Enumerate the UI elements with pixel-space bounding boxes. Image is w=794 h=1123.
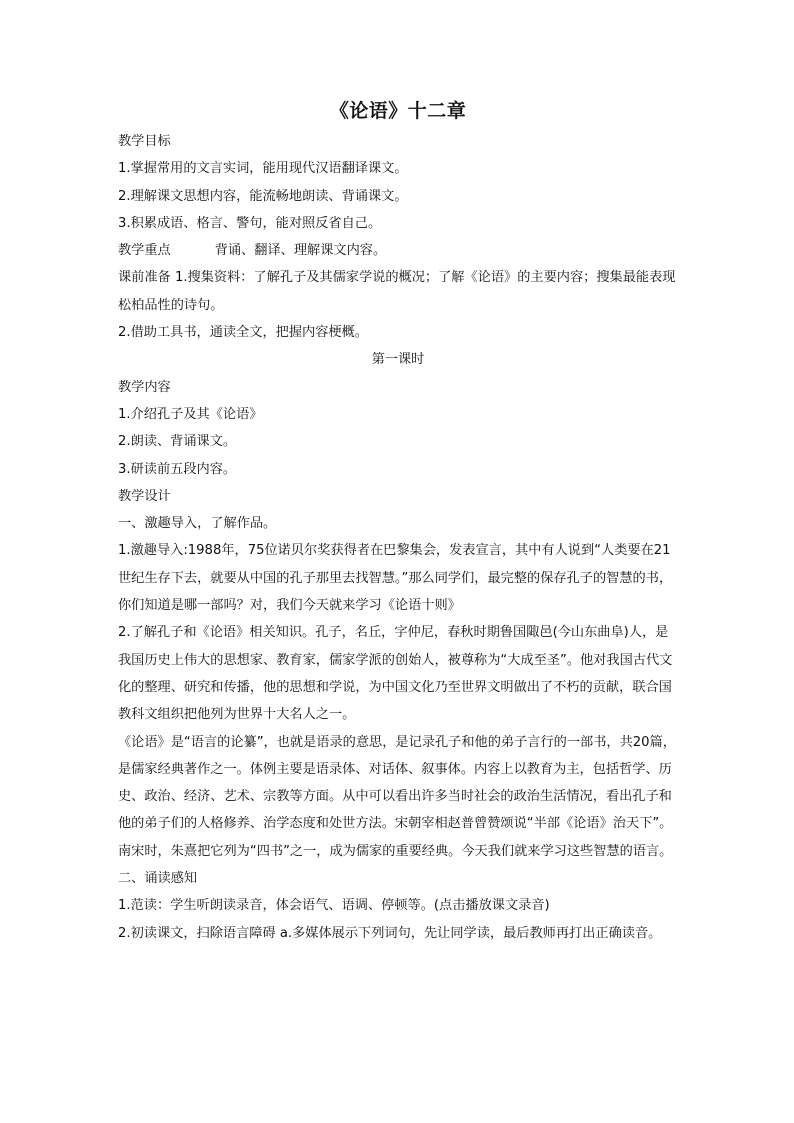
design-paragraph-confucius: 2.了解孔子和《论语》相关知识。孔子，名丘，字仲尼，春秋时期鲁国陬邑(今山东曲阜)人，是我国历史上伟大的思想家、教育家，儒家学派的创始人，被尊称为“大成至圣”。他对我国古代文化的整理、研究和传播，他的思想和学说，为中国文化乃至世界文明做出了不朽的贡献，联合国教科文组织把他列为世界十大名人之一。	[118, 625, 673, 723]
content-item-1: 1.介绍孔子及其《论语》	[118, 406, 263, 422]
preparation-item-2: 2.借助工具书，通读全文，把握内容梗概。	[118, 325, 368, 341]
section-heading-content: 教学内容	[118, 379, 171, 395]
design-part-1-heading: 一、激趣导入，了解作品。	[118, 516, 277, 532]
content-item-2: 2.朗读、背诵课文。	[118, 434, 237, 450]
key-points-row	[118, 237, 678, 264]
document-title: 《论语》十二章	[329, 100, 467, 122]
design-part-2-heading: 二、诵读感知	[118, 871, 198, 887]
objective-item-1: 1.掌握常用的文言实词，能用现代汉语翻译课文。	[118, 161, 408, 177]
key-points-label: 教学重点	[118, 243, 171, 259]
content-item-3: 3.研读前五段内容。	[118, 461, 237, 477]
section-heading-design: 教学设计	[118, 488, 171, 504]
design-paragraph-analects: 《论语》是“语言的论纂”，也就是语录的意思，是记录孔子和他的弟子言行的一部书，共20篇，是儒家经典著作之一。体例主要是语录体、对话体、叙事体。内容上以教育为主，包括哲学、历史、政治、经济、艺术、宗教等方面。从中可以看出许多当时社会的政治生活情况，看出孔子和他的弟子们的人格修养、治学态度和处世方法。宋朝宰相赵普曾赞颂说“半部《论语》治天下”。南宋时，朱熹把它列为“四书”之一，成为儒家的重要经典。今天我们就来学习这些智慧的语言。	[118, 734, 676, 859]
lesson-heading: 第一课时	[371, 352, 425, 368]
document-page	[118, 96, 678, 947]
preparation-paragraph: 课前准备 1.搜集资料：了解孔子及其儒家学说的概况；了解《论语》的主要内容；搜集最能表现松柏品性的诗句。	[118, 270, 676, 313]
key-points-content: 背诵、翻译、理解课文内容。	[214, 243, 387, 259]
design-paragraph-intro: 1.激趣导入:1988年，75位诺贝尔奖获得者在巴黎集会，发表宣言，其中有人说到“人类要在21世纪生存下去，就要从中国的孔子那里去找智慧。”那么同学们，最完整的保存孔子的智慧的书，你们知道是哪一部吗？对，我们今天就来学习《论语十则》	[118, 543, 673, 614]
objective-item-2: 2.理解课文思想内容，能流畅地朗读、背诵课文。	[118, 188, 408, 204]
design-paragraph-first-reading: 2.初读课文，扫除语言障碍 a.多媒体展示下列词句，先让同学读，最后教师再打出正确读音。	[118, 925, 662, 941]
design-paragraph-model-reading: 1.范读：学生听朗读录音，体会语气、语调、停顿等。(点击播放课文录音)	[118, 898, 550, 914]
section-heading-objectives: 教学目标	[118, 134, 171, 149]
objective-item-3: 3.积累成语、格言、警句，能对照反省自己。	[118, 215, 382, 231]
